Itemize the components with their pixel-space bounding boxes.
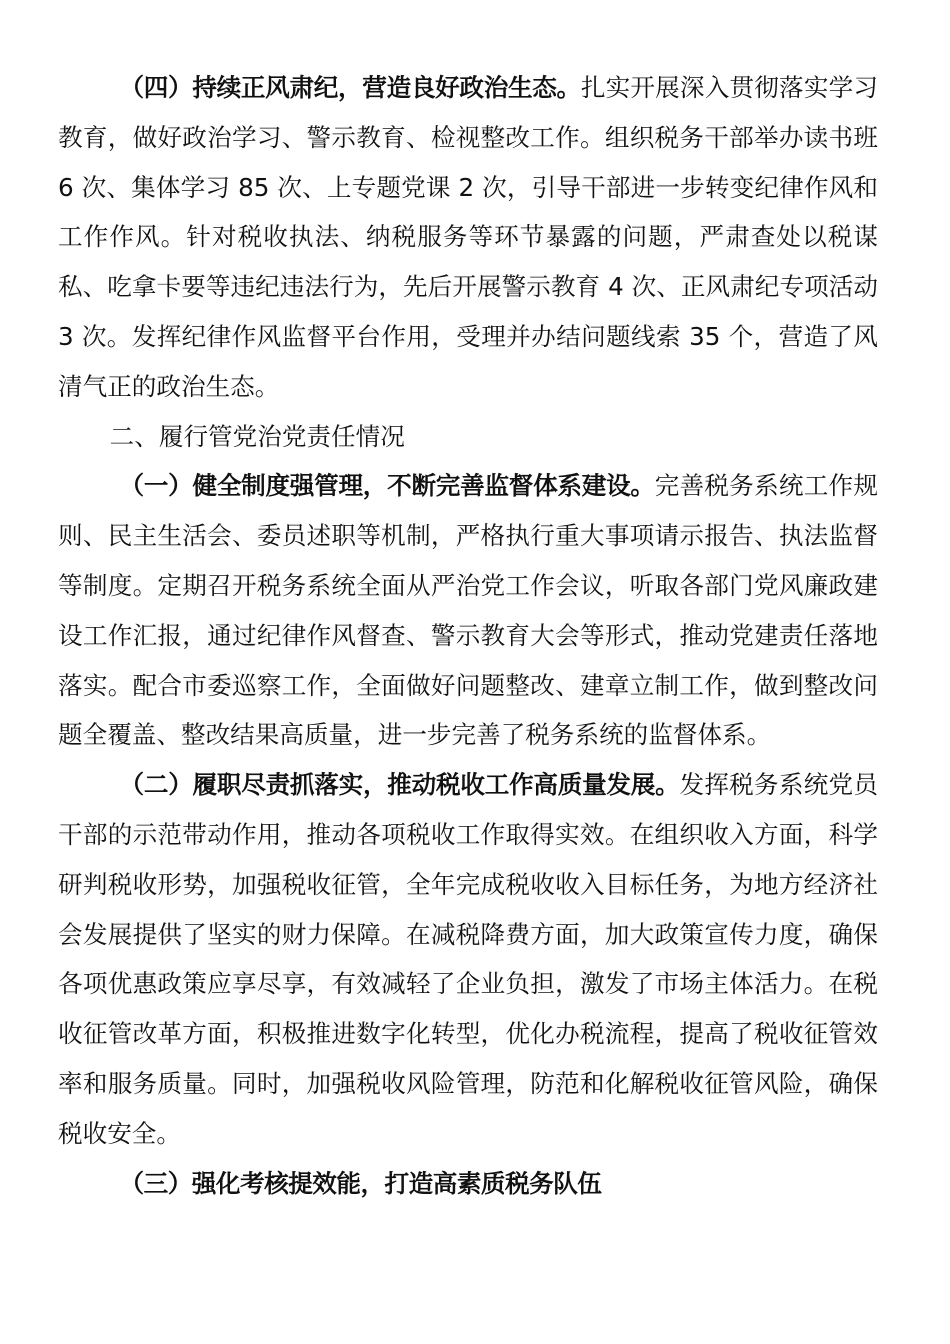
section-heading-party-responsibility: 二、履行管党治党责任情况 bbox=[109, 421, 405, 451]
paragraph-body: 完善税务系统工作规则、民主生活会、委员述职等机制，严格执行重大事项请示报告、执法监督等制度。定期召开税务系统全面从严治党工作会议，听取各部门党风廉政建设工作汇报，通过纪律作风督查、警示教育大会等形式，推动党建责任落地落实。配合市委巡察工作，全面做好问题整改、建章立制工作，做到整改问题全覆盖、整改结果高质量，进一步完善了税务系统的监督体系。 bbox=[58, 471, 878, 750]
paragraph-four-political-ecology bbox=[58, 63, 878, 412]
paragraph-lead-heading: （二）履职尽责抓落实，推动税收工作高质量发展。 bbox=[119, 770, 680, 800]
paragraph-three-tax-team bbox=[58, 1159, 878, 1209]
paragraph-lead-heading: （三）强化考核提效能，打造高素质税务队伍 bbox=[119, 1168, 602, 1198]
paragraph-body: 扎实开展深入贯彻落实学习教育，做好政治学习、警示教育、检视整改工作。组织税务干部举办读书班 6 次、集体学习 85 次、上专题党课 2 次，引导干部进一步转变纪律作风和工作作风。针对税收执法、纳税服务等环节暴露的问题，严肃查处以税谋私、吃拿卡要等违纪违法行为，先后开展警示教育 4 次、正风肃纪专项活动 3 次。发挥纪律作风监督平台作用，受理并办结问题线索 35 个，营造了风清气正的政治生态。 bbox=[58, 73, 878, 401]
paragraph-lead-heading: （四）持续正风肃纪，营造良好政治生态。 bbox=[119, 73, 581, 102]
paragraph-two-tax-development bbox=[58, 760, 878, 1158]
paragraph-one-supervision-system bbox=[58, 461, 878, 760]
paragraph-body: 发挥税务系统党员干部的示范带动作用，推动各项税收工作取得实效。在组织收入方面，科学研判税收形势，加强税收征管，全年完成税收收入目标任务，为地方经济社会发展提供了坚实的财力保障。在减税降费方面，加大政策宣传力度，确保各项优惠政策应享尽享，有效减轻了企业负担，激发了市场主体活力。在税收征管改革方面，积极推进数字化转型，优化办税流程，提高了税收征管效率和服务质量。同时，加强税收风险管理，防范和化解税收征管风险，确保税收安全。 bbox=[58, 770, 878, 1148]
document-page bbox=[58, 63, 878, 1208]
paragraph-lead-heading: （一）健全制度强管理，不断完善监督体系建设。 bbox=[119, 471, 655, 501]
